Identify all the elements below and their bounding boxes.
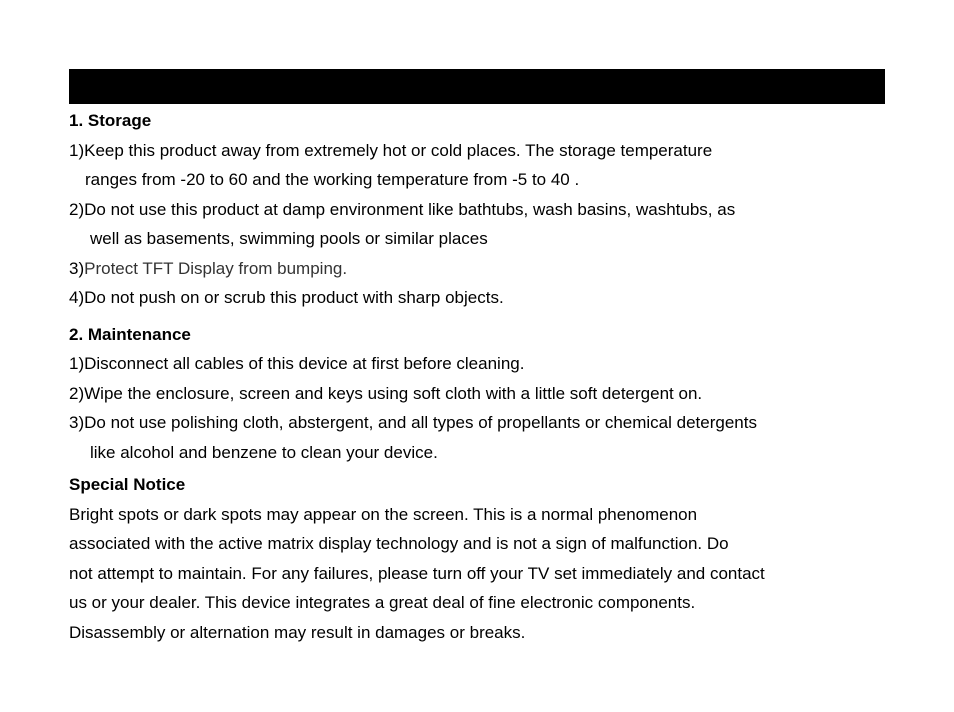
special-notice-heading: Special Notice: [69, 475, 186, 494]
storage-item-2-line-1: 2)Do not use this product at damp environment like bathtubs, wash basins, washtubs, as: [69, 199, 736, 219]
maintenance-item-3-line-1: 3)Do not use polishing cloth, abstergent, and all types of propellants or chemical detergents: [69, 413, 757, 432]
maintenance-item-1: 1)Disconnect all cables of this device at first before cleaning.: [69, 354, 525, 373]
storage-item-2-line-2: well as basements, swimming pools or similar places: [90, 229, 488, 248]
special-notice-line: associated with the active matrix display technology and is not a sign of malfunction. Do: [69, 534, 729, 553]
maintenance-item-2: 2)Wipe the enclosure, screen and keys using soft cloth with a little soft detergent on.: [69, 383, 703, 403]
storage-item-1-line-1: 1)Keep this product away from extremely hot or cold places. The storage temperature: [69, 140, 713, 160]
storage-item-3-prefix: 3): [69, 258, 85, 278]
storage-item-3-text: Protect TFT Display from bumping.: [84, 258, 348, 278]
special-notice-section: [69, 470, 885, 647]
special-notice-line: us or your dealer. This device integrates a great deal of fine electronic components.: [69, 593, 696, 612]
special-notice-line: Disassembly or alternation may result in damages or breaks.: [69, 622, 526, 642]
maintenance-heading: 2. Maintenance: [69, 324, 191, 344]
storage-item-3: [69, 254, 885, 284]
storage-item-4: 4)Do not push on or scrub this product with sharp objects.: [69, 288, 504, 307]
storage-section: [69, 106, 885, 313]
document-body: [69, 106, 885, 647]
storage-item-1-line-2: ranges from -20 to 60 and the working temperature from -5 to 40 .: [85, 170, 580, 189]
maintenance-section: [69, 320, 885, 468]
storage-heading: 1. Storage: [69, 111, 152, 130]
section-header-bar: [69, 69, 885, 104]
special-notice-line: not attempt to maintain. For any failures, please turn off your TV set immediately and contact: [69, 563, 765, 583]
special-notice-line: Bright spots or dark spots may appear on the screen. This is a normal phenomenon: [69, 504, 698, 524]
maintenance-item-3-line-2: like alcohol and benzene to clean your device.: [90, 442, 438, 462]
